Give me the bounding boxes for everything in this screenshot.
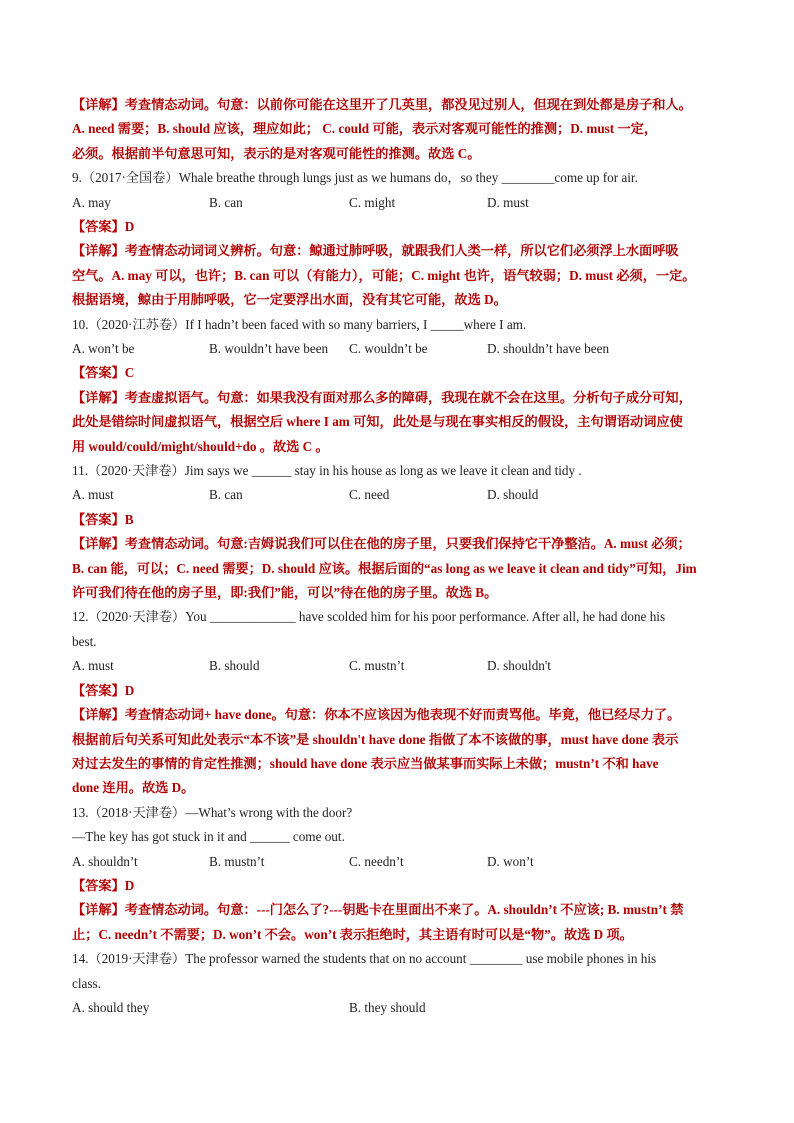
- option-d: D. should: [487, 487, 539, 503]
- option-c: C. mustn’t: [349, 658, 405, 674]
- exam-content: [72, 93, 732, 1020]
- answer-options: [72, 483, 732, 507]
- explanation-line: A. need 需要；B. should 应该，理应如此； C. could 可能，表示对客观可能性的推测；D. must 一定，: [72, 121, 658, 137]
- option-a: A. must: [72, 658, 114, 674]
- option-d: D. must: [487, 194, 529, 210]
- explanation-line: 【答案】D: [72, 682, 135, 698]
- explanation-line: 必须。根据前半句意思可知，表示的是对客观可能性的推测。故选 C。: [72, 145, 481, 161]
- question-line: class.: [72, 975, 101, 991]
- option-d: D. shouldn't: [487, 658, 551, 674]
- option-b: B. can: [209, 487, 243, 503]
- explanation-line: 空气。A. may 可以，也许；B. can 可以（有能力），可能；C. might 也许，语气较弱；D. must 必须，一定。: [72, 267, 696, 283]
- explanation-line: done 连用。故选 D。: [72, 780, 195, 796]
- question-line: —The key has got stuck in it and ______ come out.: [72, 829, 345, 845]
- question-line: 11.（2020·天津卷）Jim says we ______ stay in his house as long as we leave it clean and tidy .: [72, 463, 582, 479]
- explanation-line: 根据前后句关系可知此处表示“本不该”是 shouldn't have done 指做了本不该做的事，must have done 表示: [72, 731, 679, 747]
- option-b: B. should: [209, 658, 260, 674]
- option-b: B. wouldn’t have been: [209, 341, 329, 357]
- explanation-line: 根据语境，鲸由于用肺呼吸，它一定要浮出水面，没有其它可能，故选 D。: [72, 292, 507, 308]
- answer-options: [72, 654, 732, 678]
- explanation-line: 【详解】考查情态动词。句意:吉姆说我们可以住在他的房子里，只要我们保持它干净整洁。A. must 必须；: [72, 536, 691, 552]
- option-d: D. shouldn’t have been: [487, 341, 610, 357]
- option-b: B. they should: [349, 999, 426, 1015]
- explanation-line: 对过去发生的事情的肯定性推测；should have done 表示应当做某事而实际上未做；mustn’t 不和 have: [72, 755, 659, 771]
- explanation-line: B. can 能，可以；C. need 需要；D. should 应该。根据后面的“as long as we leave it clean and tidy”可知，Jim: [72, 560, 697, 576]
- option-a: A. must: [72, 487, 114, 503]
- option-a: A. won’t be: [72, 341, 135, 357]
- option-c: C. needn’t: [349, 853, 404, 869]
- question-line: best.: [72, 633, 97, 649]
- explanation-line: 【答案】D: [72, 219, 135, 235]
- explanation-line: 【答案】B: [72, 511, 134, 527]
- answer-options: [72, 191, 732, 215]
- explanation-line: 用 would/could/might/should+do 。故选 C 。: [72, 438, 329, 454]
- option-b: B. can: [209, 194, 243, 210]
- explanation-line: 【答案】D: [72, 877, 135, 893]
- option-c: C. wouldn’t be: [349, 341, 428, 357]
- answer-options: [72, 850, 732, 874]
- option-a: A. shouldn’t: [72, 853, 138, 869]
- option-c: C. might: [349, 194, 396, 210]
- question-line: 12.（2020·天津卷）You _____________ have scolded him for his poor performance. After all, he had done his: [72, 609, 666, 625]
- question-line: 9.（2017·全国卷）Whale breathe through lungs just as we humans do，so they ________come up for air.: [72, 170, 638, 186]
- option-c: C. need: [349, 487, 390, 503]
- option-a: A. should they: [72, 999, 150, 1015]
- question-line: 13.（2018·天津卷）—What’s wrong with the door?: [72, 804, 353, 820]
- explanation-line: 【详解】考查情态动词。句意：---门怎么了?---钥匙卡在里面出不来了。A. shouldn’t 不应该; B. mustn’t 禁: [72, 902, 684, 918]
- answer-options: [72, 337, 732, 361]
- option-a: A. may: [72, 194, 111, 210]
- option-d: D. won’t: [487, 853, 534, 869]
- explanation-line: 【详解】考查情态动词。句意：以前你可能在这里开了几英里，都没见过别人，但现在到处都是房子和人。: [72, 97, 692, 112]
- option-b: B. mustn’t: [209, 853, 265, 869]
- answer-options: [72, 996, 732, 1020]
- explanation-line: 【答案】C: [72, 365, 135, 381]
- question-line: 14.（2019·天津卷）The professor warned the students that on no account ________ use mobile phones in his: [72, 951, 657, 967]
- explanation-line: 此处是错综时间虚拟语气，根据空后 where I am 可知，此处是与现在事实相反的假设，主句谓语动词应使: [72, 414, 683, 430]
- explanation-line: 【详解】考查情态动词+ have done。句意：你本不应该因为他表现不好而责骂他。毕竟，他已经尽力了。: [72, 707, 681, 723]
- explanation-line: 许可我们待在他的房子里，即:我们”能，可以”待在他的房子里。故选 B。: [72, 585, 498, 601]
- explanation-line: 止；C. needn’t 不需要；D. won’t 不会。won’t 表示拒绝时，其主语有时可以是“物”。故选 D 项。: [72, 926, 633, 942]
- question-line: 10.（2020·江苏卷）If I hadn’t been faced with so many barriers, I _____where I am.: [72, 316, 527, 332]
- explanation-line: 【详解】考查情态动词词义辨析。句意：鲸通过肺呼吸，就跟我们人类一样，所以它们必须浮上水面呼吸: [72, 243, 679, 259]
- explanation-line: 【详解】考查虚拟语气。句意：如果我没有面对那么多的障碍，我现在就不会在这里。分析句子成分可知，: [72, 389, 692, 405]
